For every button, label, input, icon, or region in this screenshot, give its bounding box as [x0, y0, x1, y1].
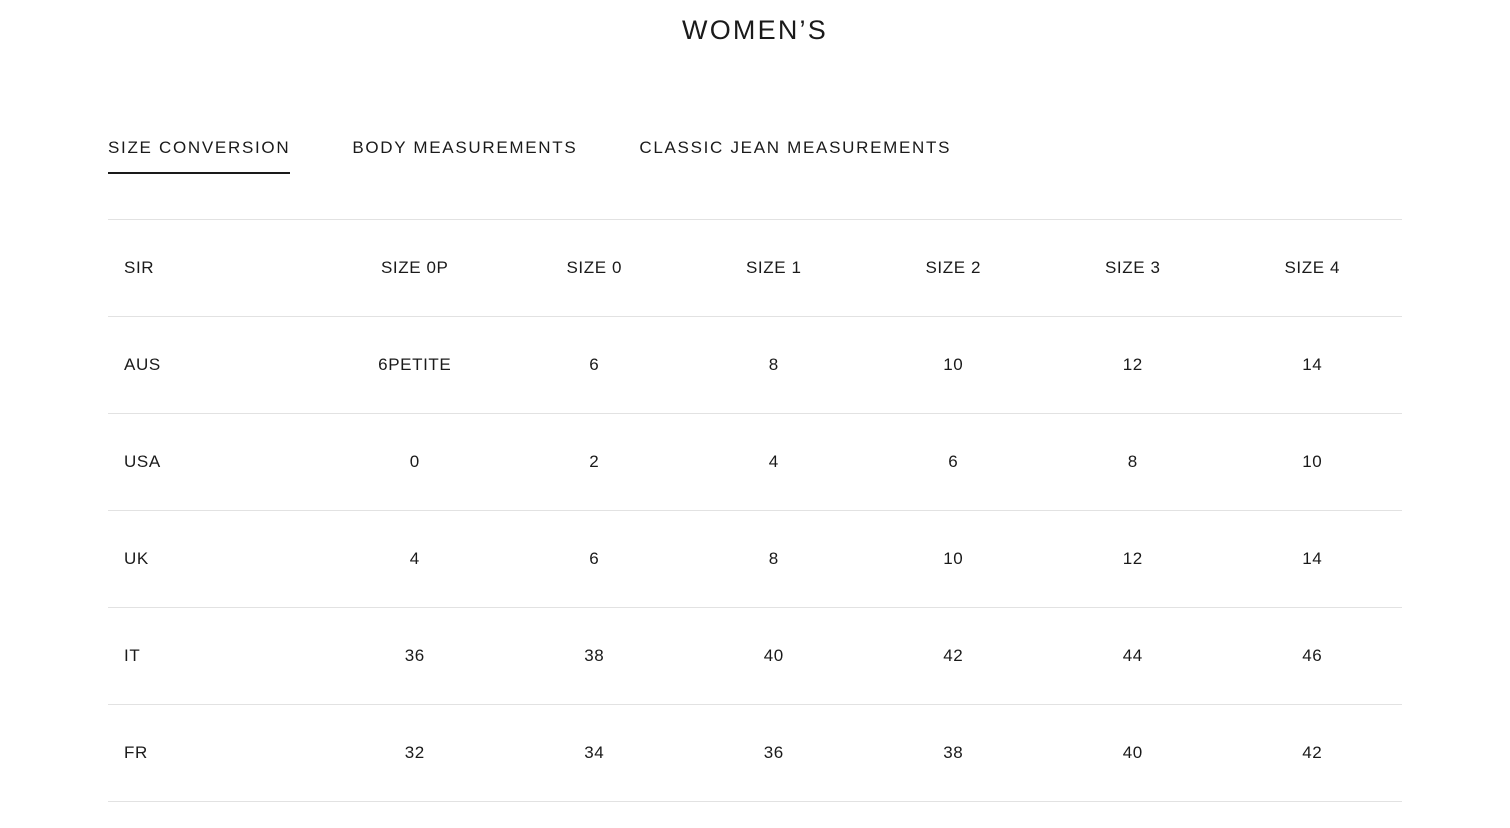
table-header-row: [108, 220, 1402, 317]
column-header-sir: SIR: [108, 220, 325, 317]
size-conversion-table-wrapper: [0, 219, 1510, 802]
column-header-size-0: SIZE 0: [505, 220, 685, 317]
table-row: [108, 608, 1402, 705]
cell: 42: [1223, 705, 1403, 802]
tab-bar: [0, 138, 1510, 174]
table-header: [108, 220, 1402, 317]
cell: 12: [1043, 511, 1223, 608]
cell: 32: [325, 705, 505, 802]
cell: 8: [1043, 414, 1223, 511]
cell: 6PETITE: [325, 317, 505, 414]
cell: 36: [325, 608, 505, 705]
table-row: [108, 317, 1402, 414]
cell: 36: [684, 705, 864, 802]
cell: 40: [1043, 705, 1223, 802]
row-label-usa: USA: [108, 414, 325, 511]
cell: 4: [684, 414, 864, 511]
cell: 42: [864, 608, 1044, 705]
cell: 46: [1223, 608, 1403, 705]
tab-classic-jean-measurements[interactable]: CLASSIC JEAN MEASUREMENTS: [639, 138, 951, 174]
size-conversion-table: [108, 219, 1402, 802]
cell: 6: [864, 414, 1044, 511]
row-label-it: IT: [108, 608, 325, 705]
cell: 2: [505, 414, 685, 511]
column-header-size-1: SIZE 1: [684, 220, 864, 317]
cell: 10: [864, 317, 1044, 414]
page-title: WOMEN’S: [682, 15, 828, 45]
table-row: [108, 414, 1402, 511]
cell: 12: [1043, 317, 1223, 414]
row-label-aus: AUS: [108, 317, 325, 414]
cell: 10: [1223, 414, 1403, 511]
table-body: [108, 317, 1402, 802]
cell: 34: [505, 705, 685, 802]
column-header-size-3: SIZE 3: [1043, 220, 1223, 317]
cell: 38: [864, 705, 1044, 802]
cell: 8: [684, 317, 864, 414]
cell: 6: [505, 317, 685, 414]
cell: 8: [684, 511, 864, 608]
tab-body-measurements[interactable]: BODY MEASUREMENTS: [352, 138, 577, 174]
size-guide-page: [0, 14, 1510, 828]
column-header-size-0p: SIZE 0P: [325, 220, 505, 317]
cell: 4: [325, 511, 505, 608]
column-header-size-4: SIZE 4: [1223, 220, 1403, 317]
tab-size-conversion[interactable]: SIZE CONVERSION: [108, 138, 290, 174]
cell: 38: [505, 608, 685, 705]
cell: 44: [1043, 608, 1223, 705]
row-label-fr: FR: [108, 705, 325, 802]
cell: 0: [325, 414, 505, 511]
row-label-uk: UK: [108, 511, 325, 608]
cell: 10: [864, 511, 1044, 608]
cell: 6: [505, 511, 685, 608]
cell: 14: [1223, 511, 1403, 608]
table-row: [108, 705, 1402, 802]
table-row: [108, 511, 1402, 608]
cell: 14: [1223, 317, 1403, 414]
column-header-size-2: SIZE 2: [864, 220, 1044, 317]
cell: 40: [684, 608, 864, 705]
